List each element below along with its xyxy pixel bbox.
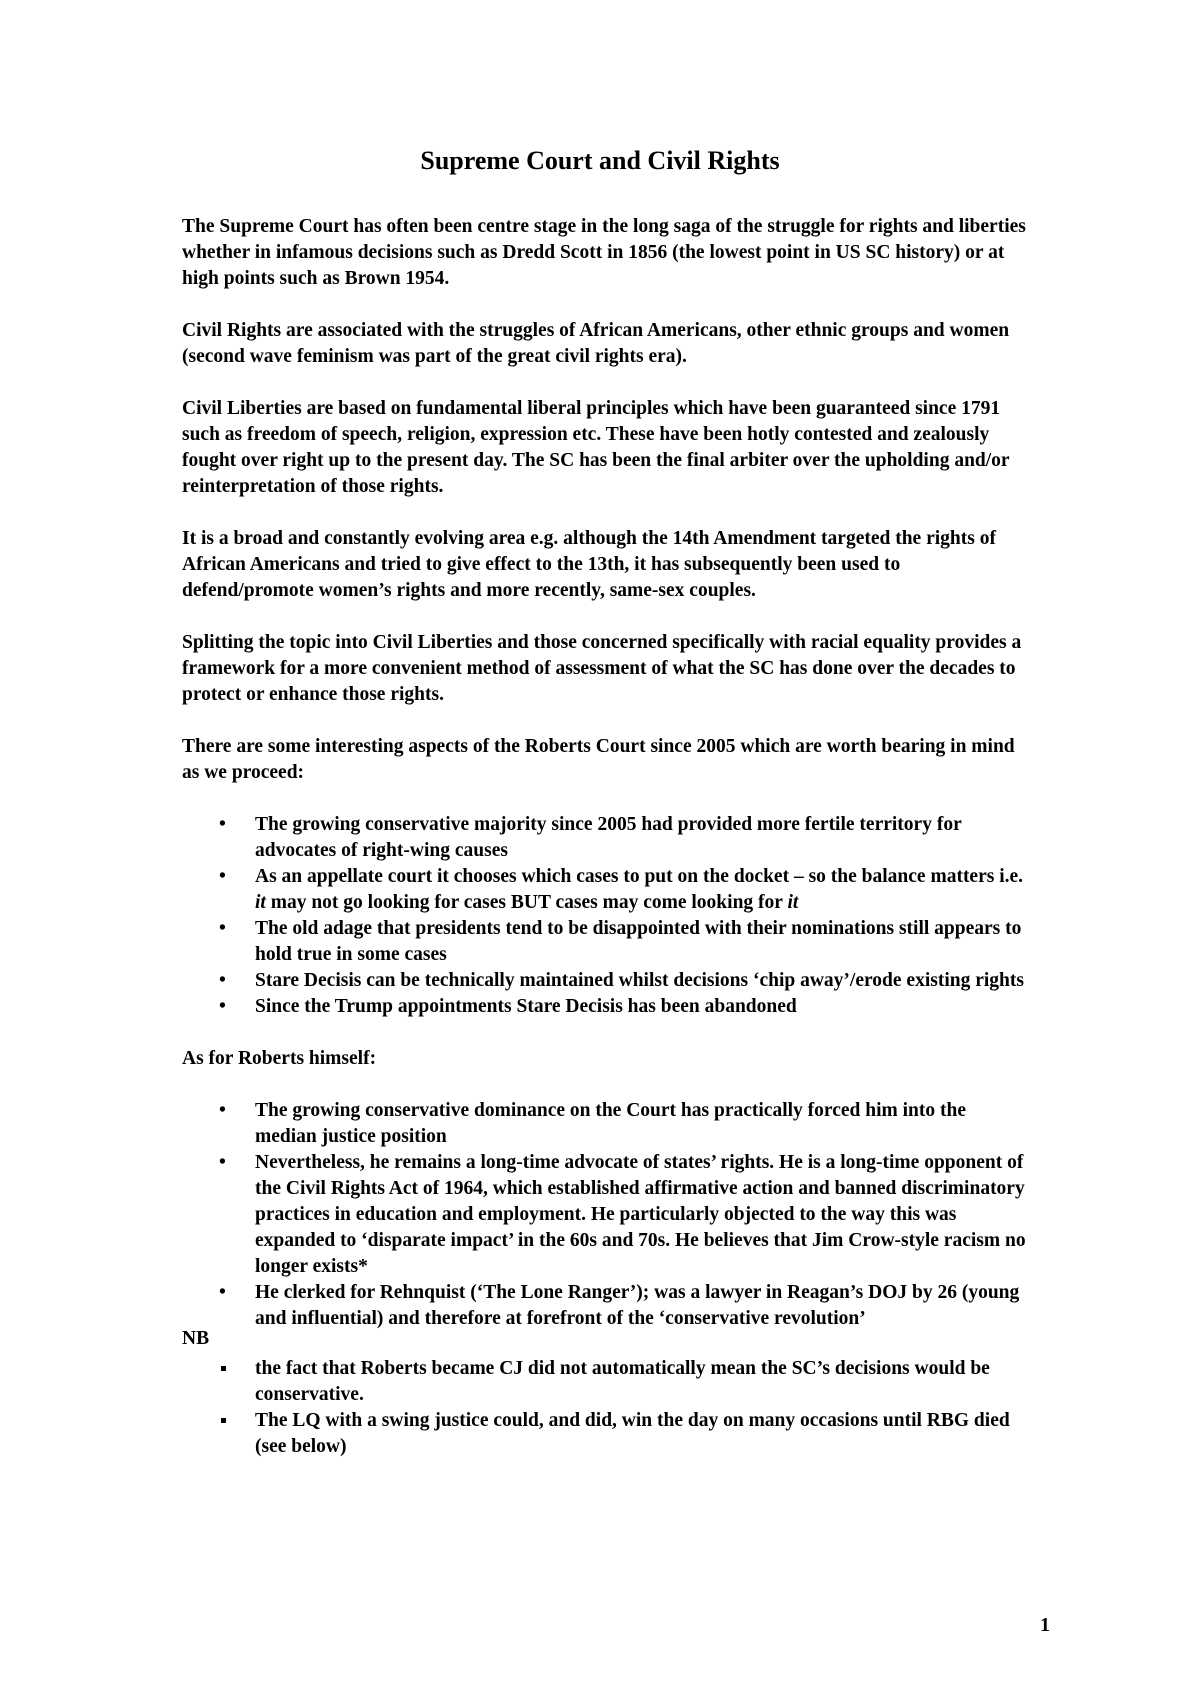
emphasis-text: it [787,892,799,913]
list-item: the fact that Roberts became CJ did not automatically mean the SC’s decisions would be conservative. [182,1356,1032,1408]
roberts-court-list [182,812,1032,1020]
list-item [182,968,1032,994]
list-item-text: Stare Decisis can be technically maintained whilst decisions ‘chip away’/erode existing rights [255,970,1024,991]
paragraph-intro: The Supreme Court has often been centre stage in the long saga of the struggle for rights and liberties whether in infamous decisions such as Dredd Scott in 1856 (the lowest point in US SC history) or at high points such as Brown 1954. [182,216,1026,289]
paragraph-civil-liberties: Civil Liberties are based on fundamental liberal principles which have been guaranteed since 1791 such as freedom of speech, religion, expression etc. These have been hotly contested and zealously fought over right up to the present day. The SC has been the final arbiter over the upholding and/or reinterpretation of those rights. [182,398,1010,497]
paragraph-roberts-court-intro: There are some interesting aspects of the Roberts Court since 2005 which are worth bearing in mind as we proceed: [182,736,1015,783]
list-item: • The growing conservative dominance on the Court has practically forced him into the median justice position [182,1098,1032,1150]
roberts-heading: As for Roberts himself: [182,1048,377,1069]
page-title: Supreme Court and Civil Rights [420,146,780,175]
list-item-text: The old adage that presidents tend to be disappointed with their nominations still appears to hold true in some cases [255,918,1022,965]
document-body [182,214,1032,1486]
list-item [182,812,1032,864]
nb-list [182,1356,1032,1460]
list-item-text: may not go looking for cases BUT cases may come looking for [265,892,788,913]
list-item [182,994,1032,1020]
paragraph-evolving-area: It is a broad and constantly evolving area e.g. although the 14th Amendment targeted the rights of African Americans and tried to give effect to the 13th, it has subsequently been used to defend/promote women’s rights and more recently, same-sex couples. [182,528,996,601]
list-item [182,864,1032,916]
nb-label: NB [182,1328,210,1349]
list-item: • Nevertheless, he remains a long-time advocate of states’ rights. He is a long-time opponent of the Civil Rights Act of 1964, which established affirmative action and banned discriminatory practices in education and employment. He particularly objected to the way this was expanded to ‘disparate impact’ in the 60s and 70s. He believes that Jim Crow-style racism no longer exists* [182,1150,1032,1280]
page-number: 1 [1040,1614,1050,1636]
paragraph-splitting-topic: Splitting the topic into Civil Liberties and those concerned specifically with racial equality provides a framework for a more convenient method of assessment of what the SC has done over the decades to protect or enhance those rights. [182,632,1022,705]
list-item-text: The growing conservative majority since 2005 had provided more fertile territory for advocates of right-wing causes [255,814,962,861]
list-item-text: Since the Trump appointments Stare Decisis has been abandoned [255,996,797,1017]
emphasis-text: it [255,892,266,913]
list-item: The LQ with a swing justice could, and did, win the day on many occasions until RBG died (see below) [182,1408,1032,1460]
list-item-text: As an appellate court it chooses which cases to put on the docket – so the balance matters i.e. [255,866,1024,887]
list-item [182,916,1032,968]
roberts-list [182,1098,1032,1332]
paragraph-civil-rights: Civil Rights are associated with the struggles of African Americans, other ethnic groups and women (second wave feminism was part of the great civil rights era). [182,320,1010,367]
list-item: • He clerked for Rehnquist (‘The Lone Ranger’); was a lawyer in Reagan’s DOJ by 26 (young and influential) and therefore at forefront of the ‘conservative revolution’ [182,1280,1032,1332]
